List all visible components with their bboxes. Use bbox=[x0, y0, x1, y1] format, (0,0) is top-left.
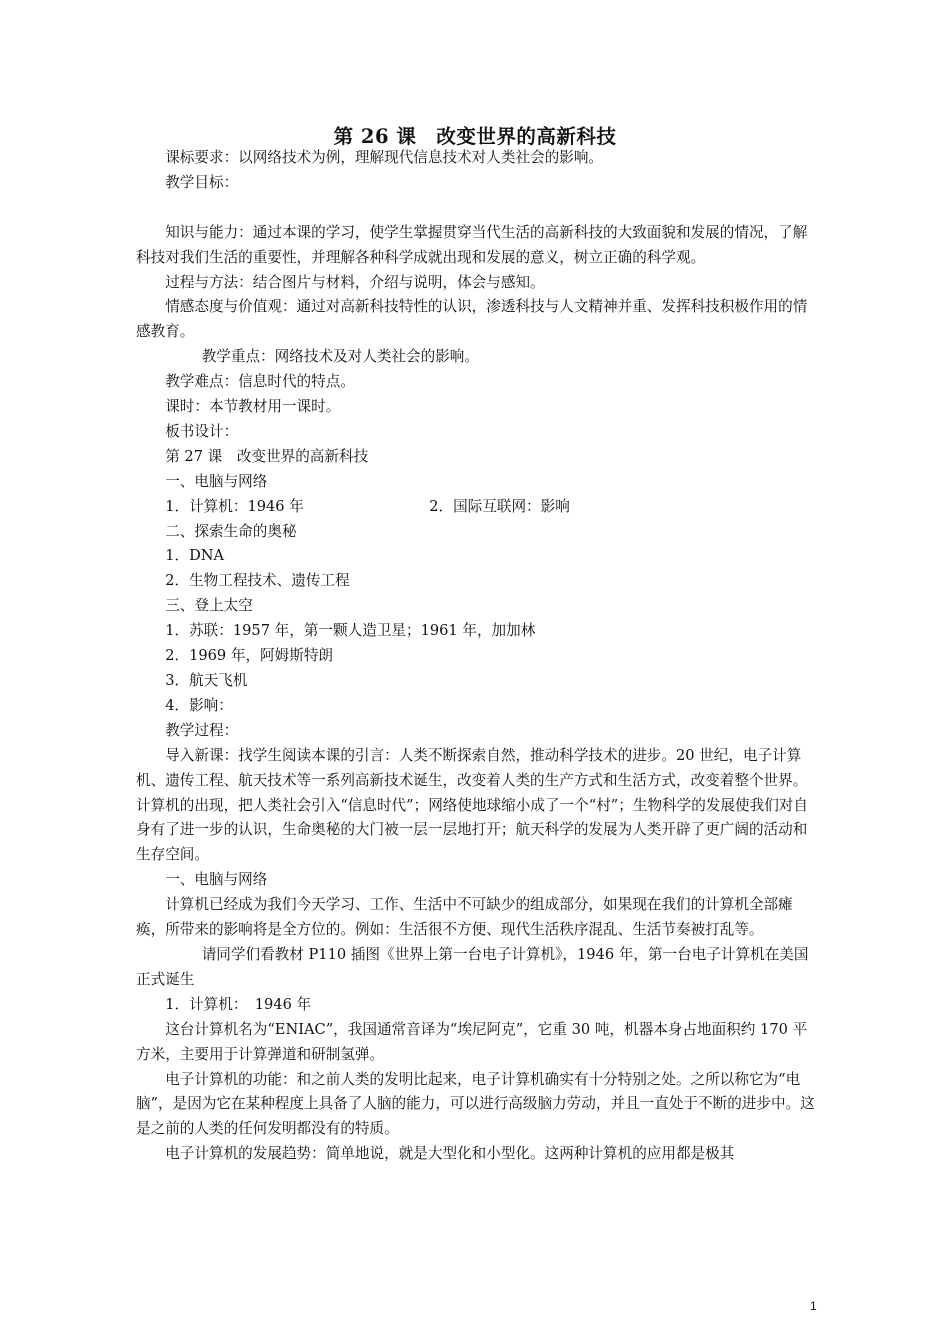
teaching-difficulty: 教学难点：信息时代的特点。 bbox=[165, 373, 355, 391]
board-item-computer: 1．计算机：1946 年 bbox=[165, 497, 304, 515]
computer-1946-heading: 1．计算机： 1946 年 bbox=[165, 995, 312, 1013]
blank-line bbox=[136, 196, 816, 221]
board-item-dna: 1．DNA bbox=[165, 547, 225, 565]
eniac-paragraph: 这台计算机名为“ENIAC”，我国通常音译为“埃尼阿克”，它重 30 吨，机器本身占地面积约 170 平方米，主要用于计算弹道和研制氢弹。 bbox=[136, 1020, 808, 1063]
board-section-2: 二、探索生命的奥秘 bbox=[165, 522, 297, 540]
computer-function-paragraph: 电子计算机的功能：和之前人类的发明比起来，电子计算机确实有十分特别之处。之所以称它为“电脑”，是因为它在某种程度上具备了人脑的能力，可以进行高级脑力劳动，并且一直处于不断的进步中。这是之前的人类的任何发明都没有的特质。 bbox=[136, 1070, 815, 1138]
board-section-1-items bbox=[136, 495, 816, 520]
board-section-1: 一、电脑与网络 bbox=[165, 472, 268, 490]
textbook-figure-paragraph: 请同学们看教材 P110 插图《世界上第一台电子计算机》，1946 年，第一台电子计算机在美国正式诞生 bbox=[136, 945, 809, 988]
computer-trend-paragraph: 电子计算机的发展趋势：简单地说，就是大型化和小型化。这两种计算机的应用都是极其 bbox=[165, 1145, 735, 1163]
board-item-impact: 4．影响： bbox=[165, 696, 233, 714]
page-number: 1 bbox=[810, 1299, 817, 1313]
class-hours: 课时：本节教材用一课时。 bbox=[165, 398, 341, 416]
board-item-soviet: 1．苏联：1957 年，第一颗人造卫星；1961 年，加加林 bbox=[165, 622, 536, 640]
board-item-shuttle: 3．航天飞机 bbox=[165, 672, 248, 690]
document-body bbox=[136, 146, 816, 1167]
board-section-3: 三、登上太空 bbox=[165, 597, 253, 615]
teaching-goals-heading: 教学目标： bbox=[165, 173, 239, 191]
intro-paragraph: 导入新课：找学生阅读本课的引言：人类不断探索自然，推动科学技术的进步。20 世纪，电子计算机、遗传工程、航天技术等一系列高新技术诞生，改变着人类的生产方式和生活方式，改变着整个世界。计算机的出现，把人类社会引入“信息时代”；网络使地球缩小成了一个“村”；生物科学的发展使我们对自身有了进一步的认识，生命奥秘的大门被一层一层地打开；航天科学的发展为人类开辟了更广阔的活动和生存空间。 bbox=[136, 746, 808, 864]
curriculum-requirement: 课标要求：以网络技术为例，理解现代信息技术对人类社会的影响。 bbox=[165, 149, 604, 166]
knowledge-ability-paragraph: 知识与能力：通过本课的学习，使学生掌握贯穿当代生活的高新科技的大致面貌和发展的情况，了解科技对我们生活的重要性，并理解各种科学成就出现和发展的意义，树立正确的科学观。 bbox=[136, 223, 808, 266]
teaching-focus: 教学重点：网络技术及对人类社会的影响。 bbox=[201, 348, 479, 366]
attitude-values-paragraph: 情感态度与价值观：通过对高新科技特性的认识，渗透科技与人文精神并重、发挥科技积极作用的情感教育。 bbox=[136, 298, 808, 341]
teaching-process-heading: 教学过程： bbox=[165, 721, 239, 739]
process-method-paragraph: 过程与方法：结合图片与材料，介绍与说明，体会与感知。 bbox=[165, 273, 545, 291]
section-1-heading: 一、电脑与网络 bbox=[165, 871, 268, 889]
board-lesson-title: 第 27 课 改变世界的高新科技 bbox=[165, 447, 369, 465]
page-title: 第 26 课 改变世界的高新科技 bbox=[333, 125, 617, 148]
board-item-armstrong: 2．1969 年，阿姆斯特朗 bbox=[165, 647, 334, 665]
computer-importance-paragraph: 计算机已经成为我们今天学习、工作、生活中不可缺少的组成部分，如果现在我们的计算机全部瘫痪，所带来的影响将是全方位的。例如：生活很不方便、现代生活秩序混乱、生活节奏被打乱等。 bbox=[136, 896, 793, 939]
board-item-internet: 2．国际互联网：影响 bbox=[429, 497, 570, 515]
board-item-bioengineering: 2．生物工程技术、遗传工程 bbox=[165, 572, 350, 590]
board-design-heading: 板书设计： bbox=[165, 422, 239, 440]
